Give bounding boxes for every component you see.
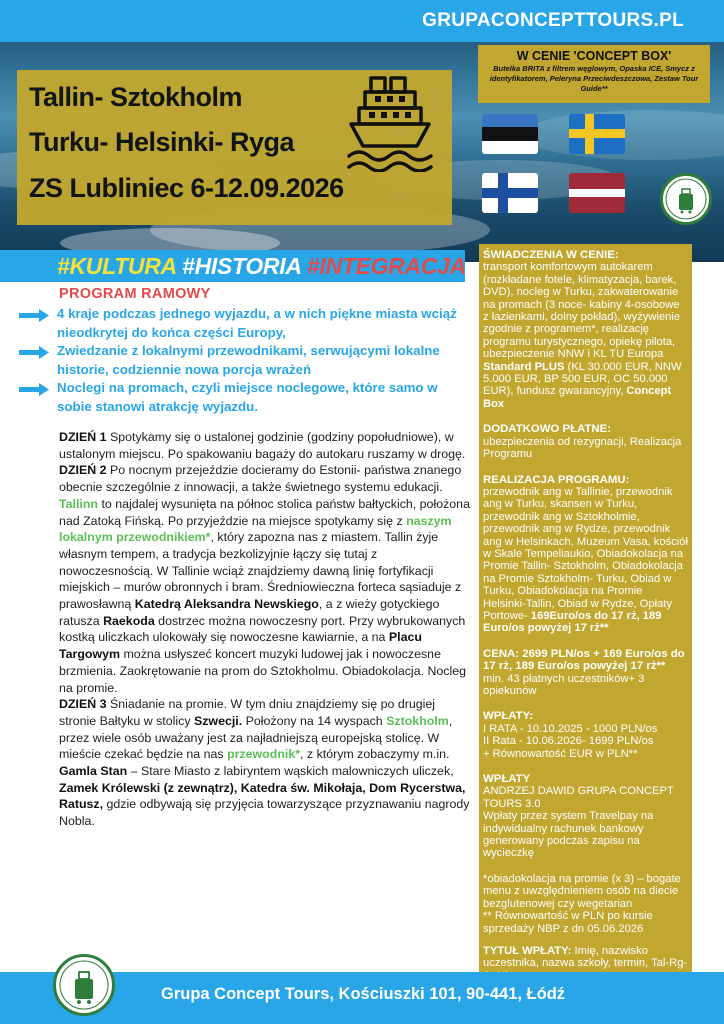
concept-box — [478, 45, 710, 103]
price-text: min. 43 płatnych uczestników+ 3 opiekunów — [483, 672, 645, 697]
day-2 — [59, 462, 471, 696]
day-2-label: DZIEŃ 2 — [59, 463, 107, 478]
title-line-1: Tallin- Sztokholm — [29, 82, 242, 112]
program-realization-bold: 169Euro/os do 17 rż, 189 Euro/os powyżej 17 rż** — [483, 609, 662, 635]
bullet-1: 4 kraje podczas jednego wyjazdu, a w nich piękne miasta wciąż nieodkrytej do końca części Europy, — [57, 306, 457, 340]
hashtag-historia: #HISTORIA — [182, 253, 301, 279]
day-2-text: Po nocnym przejeździe docieramy do Estonii- państwa znanego obecnie szczególnie z innowacji, a także świetnego systemu edukacji. — [59, 463, 462, 495]
luggage-icon — [663, 176, 709, 222]
day-3-text: , z którym zobaczymy m.in. — [300, 747, 450, 762]
program-body — [59, 429, 471, 830]
arrow-right-icon — [19, 309, 49, 322]
day-3-highlight: Sztokholm — [386, 713, 449, 728]
arrow-right-icon — [19, 383, 49, 396]
day-3 — [59, 696, 471, 780]
program-realization-title: REALIZACJA PROGRAMU: — [483, 473, 630, 486]
day-3-label: DZIEŃ 3 — [59, 697, 107, 712]
included-text — [483, 261, 688, 410]
day-3-bold: Gamla Stan — [59, 764, 128, 779]
day-2-text: to najdalej wysunięta na północ stolica państw bałtyckich, położona nad Zatoką Fińską. Po przyjeździe na miejsce spotykamy się z — [59, 496, 470, 528]
concept-box-text: Butelka BRITA z filtrem węglowym, Opaska ICE, Smycz z identyfikatorem, Peleryna Przeciwdeszczowa, Zestaw Tour Guide** — [489, 64, 699, 93]
concept-tours-logo-footer — [53, 954, 115, 1016]
day-2-text: dostrzec można nowoczesny port. Przy wybrukowanych kostką uliczkach ulokowały się nowoczesne kawiarnie, a na — [59, 613, 466, 645]
extra-paid-section — [483, 423, 688, 460]
estonia-flag-icon — [482, 114, 538, 154]
day-3-highlight: przewodnik* — [227, 747, 301, 762]
sweden-flag-icon — [569, 114, 625, 154]
concept-box-title: W CENIE 'CONCEPT BOX' — [516, 49, 672, 63]
day-3-text: Położony na 14 wyspach — [242, 713, 387, 728]
program-realization-text — [483, 486, 688, 635]
latvia-flag-icon — [569, 173, 625, 213]
included-text-part: (KL 30.000 EUR, NNW 5.000 EUR, BP 500 EUR, OC 50.000 EUR), fundusz gwarancyjny, — [483, 360, 682, 398]
ship-icon — [345, 72, 435, 172]
payment-3: + Równowartość EUR w PLN** — [483, 747, 638, 760]
payment-2: II Rata - 10.06.2026- 1699 PLN/os — [483, 735, 654, 748]
arrow-right-icon — [19, 346, 49, 359]
hashtag-kultura: #KULTURA — [57, 253, 176, 279]
info-sidebar — [479, 244, 692, 972]
title-line-2: Turku- Helsinki- Ryga — [29, 127, 295, 157]
day-3-text: gdzie odbywają się przyjęcia towarzyszące przyznawaniu nagrody Nobla. — [59, 797, 470, 829]
included-title: ŚWIADCZENIA W CENIE: — [483, 249, 619, 261]
site-url[interactable]: GRUPACONCEPTTOURS.PL — [422, 10, 684, 31]
payments-section — [483, 710, 688, 760]
day-2-text: można usłyszeć koncert muzyki ludowej jak i nowoczesne brzmienia. Zaokrętowanie na prom do Sztokholmu. Obiadokolacja. Nocleg na promie. — [59, 647, 467, 695]
payments-account-name: ANDRZEJ DAWID GRUPA CONCEPT TOURS 3.0 — [483, 785, 674, 810]
day-2-highlight: naszym lokalnym przewodnikiem* — [59, 513, 452, 545]
day-3-bold: Zamek Królewski (z zewnątrz), Katedra św. Mikołaja, Dom Rycerstwa, Ratusz, — [59, 780, 466, 812]
payments-account-section — [483, 773, 688, 860]
payment-1: I RATA - 10.10.2025 - 1000 PLN/os — [483, 722, 658, 735]
luggage-icon — [56, 957, 112, 1013]
notes-section — [483, 873, 688, 935]
price-title: CENA: 2699 PLN/os + 169 Euro/os do 17 rż, 189 Euro/os powyżej 17 rż** — [483, 647, 685, 673]
day-1 — [59, 429, 471, 462]
extra-paid-title: DODATKOWO PŁATNE: — [483, 423, 612, 436]
finland-flag-icon — [482, 173, 538, 213]
day-3-bold: Szwecji. — [193, 713, 243, 728]
day-1-text: Spotykamy się o ustalonej godzinie (godziny popołudniowe), w ustalonym miejscu. Po spakowaniu bagaży do autokaru ruszamy w drogę. — [59, 430, 466, 461]
payments-title: WPŁATY: — [483, 710, 534, 723]
note-1: *obiadokolacja na promie (x 3) – bogate menu z uwzględnieniem osób na diecie bezglutenowej czy wegetarian — [483, 872, 681, 910]
payments-account-text: Wpłaty przez system Travelpay na indywidualny rachunek bankowy generowany podczas zapisu na wycieczkę — [483, 810, 654, 860]
concept-tours-logo — [660, 173, 712, 225]
program-realization-part: przewodnik ang w Tallinie, przewodnik ang w Turku, skansen w Turku, przewodnik ang w Sztokholmie, przewodnik ang w Rydze, przewodnik ang w Helsinkach, Muzeum Vasa, kościół w Skale Tempeliaukio, Obiadokolacja na Promie Tallin- Sztokholm, Obiadokolacja na Promie Sztokholm- Turku, Obiad w Turku, Obiadokolacja na Promie Helsinki-Tallin, Obiad w Rydze, Opłaty Portowe- — [483, 485, 688, 622]
included-bold: Concept Box — [483, 385, 672, 410]
day-2-bold: Katedrą Aleksandra Newskiego — [134, 597, 319, 612]
day-3-cont — [59, 780, 471, 830]
note-2: ** Równowartość w PLN po kursie sprzedaży NBP z dn 05.06.2026 — [483, 910, 653, 935]
program-heading: PROGRAM RAMOWY — [59, 286, 211, 302]
payments-account-title: WPŁATY — [483, 773, 531, 786]
price-section — [483, 648, 688, 698]
day-3-text: , przez wiele osób uważany jest za najładniejszą europejską stolicę. W mieście czekać będzie na nas — [59, 713, 453, 762]
day-2-text: , który zapozna nas z miastem. Tallin żyje własnym tempem, a tradycja bezkolizyjnie łączy się tutaj z nowoczesnością. W Tallinie wciąż znajdziemy dawną linię fortyfikacji miejskich – murów obronnych i bram. Średniowieczna forteca sąsiaduje z prawosławną — [59, 530, 462, 612]
title-line-3: ZS Lubliniec 6-12.09.2026 — [29, 173, 344, 203]
payment-title-text: Imię, nazwisko uczestnika, nazwa szkoły, termin, Tal-Rg- — [483, 944, 688, 970]
day-2-bold: Placu Targowym — [59, 630, 422, 662]
day-3-text: Śniadanie na promie. W tym dniu znajdziemy się po drugiej stronie Bałtyku w stolicy — [59, 697, 436, 728]
day-2-highlight: Tallinn — [59, 496, 99, 511]
hashtag-integracja: #INTEGRACJA — [306, 253, 466, 279]
included-bold: Standard PLUS — [483, 360, 565, 373]
day-3-text: – Stare Miasto z labiryntem wąskich malowniczych uliczek, — [127, 764, 454, 779]
bullet-2: Zwiedzanie z lokalnymi przewodnikami, serwującymi lokalne historie, codziennie nowa porcja wrażeń — [57, 343, 440, 377]
included-section — [483, 249, 688, 410]
included-text-part: transport komfortowym autokarem (rozkładane fotele, klimatyzacja, barek, DVD), nocleg w Turku, zakwaterowanie na promach (3 noce- kabiny 4-osobowe z łazienkami, dolny pokład), wyżywienie zgodnie z programem*, realizację programu turystycznego, opiekę pilota, ubezpieczenie NNW i KL TU Europa — [483, 261, 681, 361]
payment-title-label: TYTUŁ WPŁATY: — [483, 944, 572, 957]
extra-paid-text: ubezpieczenia od rezygnacji, Realizacja Programu — [483, 435, 682, 461]
bullet-3: Noclegi na promach, czyli miejsce noclegowe, które samo w sobie stanowi atrakcję wyjazdu. — [57, 380, 438, 414]
day-2-text: , a z wieży gotyckiego ratusza — [59, 597, 440, 628]
footer-address: Grupa Concept Tours, Kościuszki 101, 90-441, Łódź — [161, 985, 566, 1003]
day-2-bold: Raekoda — [103, 613, 155, 628]
hashtags — [57, 253, 466, 280]
day-1-label: DZIEŃ 1 — [59, 430, 107, 444]
program-realization-section — [483, 474, 688, 635]
